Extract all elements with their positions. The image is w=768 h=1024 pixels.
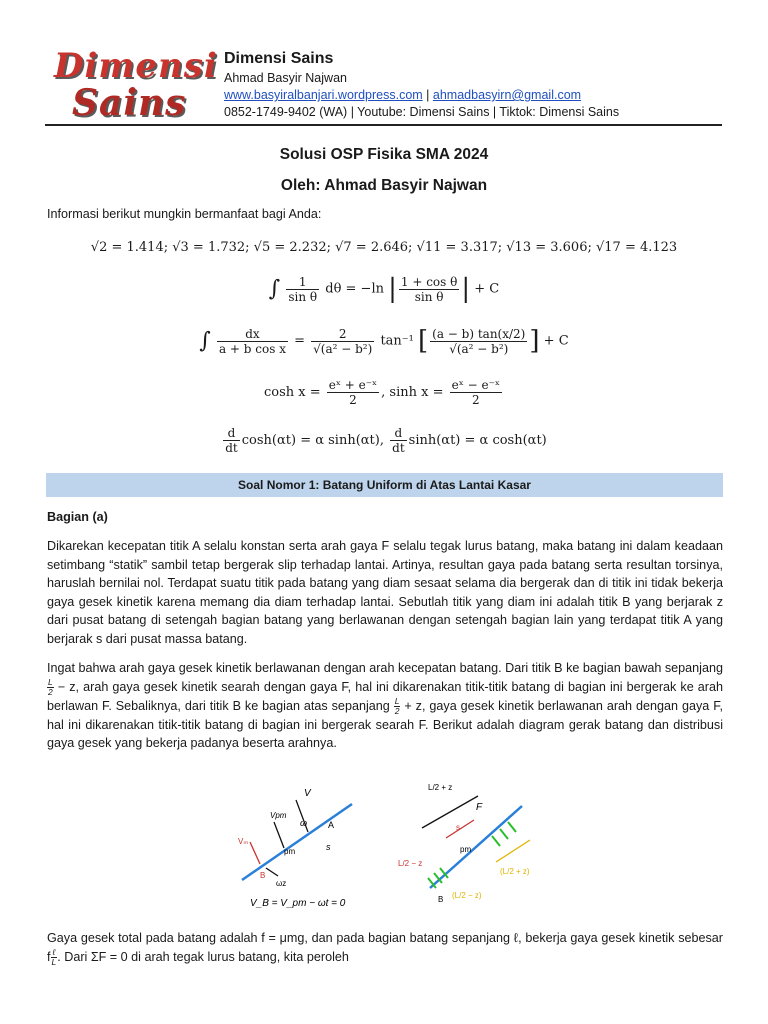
link-separator: | <box>422 88 433 102</box>
d2-rest: sinh(αt) = α cosh(αt) <box>408 433 547 448</box>
int2-rnum: (a − b) tan(x/2) <box>432 326 526 341</box>
d2-fraction <box>390 426 407 455</box>
bracket-right: ] <box>529 326 540 356</box>
vm-arrow <box>250 842 260 864</box>
integral-1-formula <box>0 274 768 304</box>
lbl-s: s <box>326 842 331 852</box>
lbl-upper-part: (L/2 + z) <box>500 867 530 876</box>
int2-knum: 2 <box>311 327 374 342</box>
right-diagram <box>398 783 530 904</box>
lbl-s-right: s <box>456 823 460 832</box>
para2-part-a: Ingat bahwa arah gaya gesek kinetik berlawanan dengan arah kecepatan batang. Dari titik B ke bagian bawah sepanjang <box>47 661 723 675</box>
d1-rest: cosh(αt) = α sinh(αt), <box>241 433 384 448</box>
frac2-num: L <box>394 695 400 706</box>
lbl-pm-right: pm <box>460 845 472 854</box>
paragraph-2 <box>47 659 723 753</box>
frac1-num: L <box>48 676 53 687</box>
lbl-vpm: Vpm <box>270 811 287 820</box>
info-text: Informasi berikut mungkin bermanfaat bagi Anda: <box>47 207 322 221</box>
int2-rden: √(a² − b²) <box>449 341 509 356</box>
brand-name: Dimensi Sains <box>224 50 334 67</box>
int2-rfraction <box>430 327 527 356</box>
para3-part-a: Gaya gesek total pada batang adalah f = μmg, dan pada bagian batang sepanjang ℓ, bekerja gaya gesek kinetik sebesar f <box>47 931 723 964</box>
links-line <box>224 87 619 104</box>
d2-den: dt <box>392 441 405 455</box>
lbl-a: A <box>328 820 335 830</box>
logo-line-2: Sains <box>72 82 187 124</box>
int2-num: dx <box>217 327 288 342</box>
lbl-b-right: B <box>438 895 444 904</box>
left-rod <box>242 804 352 880</box>
int2-kfraction <box>311 327 374 356</box>
lbl-b: B <box>260 871 266 880</box>
sinh-left: , sinh x = <box>381 385 444 400</box>
para2-part-c: + z, gaya gesek kinetik berlawanan arah dengan gaya F, hal ini dikarenakan titik-titik batang di bagian ini bergerak searah F. Berikut adalah diagram gerak batang dan distribusi gaya gesek yang bekerja padanya beserta arahnya. <box>47 698 723 751</box>
doc-title: Solusi OSP Fisika SMA 2024 <box>279 146 489 163</box>
sinh-den: 2 <box>472 393 480 407</box>
integral-sign-1: ∫ <box>268 276 281 302</box>
frac1-den: 2 <box>48 686 53 697</box>
dimensi-sains-logo <box>50 46 218 126</box>
wz-arrow <box>266 868 278 876</box>
doc-author-line: Oleh: Ahmad Basyir Najwan <box>280 177 488 194</box>
int1-fraction <box>286 275 319 304</box>
abs-bar-left: | <box>388 274 397 304</box>
para2-frac-1 <box>47 678 54 697</box>
int1-rnum: 1 + cos θ <box>400 274 458 289</box>
paragraph-3 <box>47 929 723 967</box>
contact-line: 0852-1749-9402 (WA) | Youtube: Dimensi Sains | Tiktok: Dimensi Sains <box>224 105 620 119</box>
int1-den: sin θ <box>288 289 318 304</box>
roots-formula: √2 = 1.414; √3 = 1.732; √5 = 2.232; √7 = 2.646; √11 = 3.317; √13 = 3.606; √17 = 4.123 <box>90 240 678 255</box>
int1-rden: sin θ <box>414 289 444 304</box>
lbl-pm: pm <box>284 847 296 856</box>
lbl-f: F <box>476 802 483 813</box>
author-name: Ahmad Basyir Najwan <box>224 71 347 85</box>
int2-kden: √(a² − b²) <box>313 341 373 356</box>
header-info <box>224 48 619 121</box>
d2-num: d <box>390 426 407 441</box>
cosh-fraction <box>327 378 379 407</box>
email-link[interactable]: ahmadbasyirn@gmail.com <box>432 88 582 102</box>
vpm-arrow <box>274 822 284 848</box>
int1-num: 1 <box>286 275 319 290</box>
subsection-title: Bagian (a) <box>47 510 108 524</box>
cosh-left: cosh x = <box>263 385 321 400</box>
lbl-vm: Vₘ <box>238 837 249 846</box>
lower-arrow <box>496 840 530 862</box>
lbl-omega: ω <box>300 818 308 828</box>
cosh-num: eˣ + e⁻ˣ <box>328 378 378 392</box>
int1-mid: dθ = −ln <box>325 281 384 297</box>
bracket-left: [ <box>418 326 429 356</box>
d1-num: d <box>223 426 240 441</box>
int1-end: + C <box>474 281 500 297</box>
lbl-v: V <box>304 788 311 799</box>
para3-frac-num: ℓ <box>52 946 56 957</box>
integral-2-formula: ∫ $\frac{dx}{\text{a + b cos x}}$ = $\frac{2}{\text{√(a² − b²)}}$ tan⁻¹ [ $\frac{(a - b) \tan(x/2)}{\text{√(a² − b²)}}$ ] + C <box>199 326 569 356</box>
paragraph-1: Dikarekan kecepatan titik A selalu konstan serta arah gaya F selalu tegak lurus batang, maka batang ini dalam keadaan setimbang “statik” sambil tetap bergerak slip terhadap lantai. Artinya, resultan gaya pada batang serta resultan torsinya, haruslah bernilai nol. Terdapat suatu titik pada batang yang diam sesaat selama dia bergerak dan di titik ini tidak bekerja gaya gesek kinetik karena memang dia diam terhadap lantai. Sebutlah titik yang diam ini adalah titik B yang berjarak z dari pusat batang di setengah bagian batang yang berlawanan dengan setengah bagian lain yang terdapat titik A yang berjarak s dari pusat massa batang. <box>47 539 723 646</box>
hyperbolic-formula <box>0 378 768 407</box>
sinh-fraction <box>450 378 502 407</box>
int2-den: a + b cos x <box>218 341 286 356</box>
d1-den: dt <box>225 441 238 455</box>
para3-frac-den: L <box>51 956 57 967</box>
int1-rfraction <box>399 275 459 304</box>
rod-diagram <box>230 770 550 920</box>
int2-end: + C <box>543 333 569 349</box>
cosh-den: 2 <box>349 393 357 407</box>
derivative-formula <box>0 426 768 455</box>
int2-mid: tan⁻¹ <box>380 333 414 349</box>
lbl-upper-len: L/2 + z <box>428 783 453 792</box>
left-diagram <box>238 788 352 909</box>
d1-fraction <box>223 426 240 455</box>
int2-fraction <box>217 327 288 356</box>
lbl-wz: ωz <box>276 879 287 888</box>
left-caption: V_B = V_pm − ωt = 0 <box>250 898 346 909</box>
frac2-den: 2 <box>394 705 400 716</box>
integral-sign-2: ∫ <box>199 328 211 354</box>
logo-line-1: Dimensi <box>54 46 218 86</box>
sinh-num: eˣ − e⁻ˣ <box>451 378 501 392</box>
header-divider <box>45 124 722 126</box>
section-header: Soal Nomor 1: Batang Uniform di Atas Lantai Kasar <box>46 473 723 497</box>
para3-part-b: . Dari ΣF = 0 di arah tegak lurus batang, kita peroleh <box>57 949 349 964</box>
lbl-lower-part: (L/2 − z) <box>452 891 482 900</box>
lbl-lower-len: L/2 − z <box>398 859 423 868</box>
s-arrow <box>446 820 474 838</box>
abs-bar-right: | <box>461 274 471 304</box>
website-link[interactable]: www.basyiralbanjari.wordpress.com <box>224 88 423 102</box>
para2-part-b: − z, arah gaya gesek kinetik searah dengan gaya F, hal ini dikarenakan titik-titik batang di bagian ini bergerak ke arah berlawan F. Sebaliknya, dari titik B ke bagian atas sepanjang <box>47 679 723 713</box>
